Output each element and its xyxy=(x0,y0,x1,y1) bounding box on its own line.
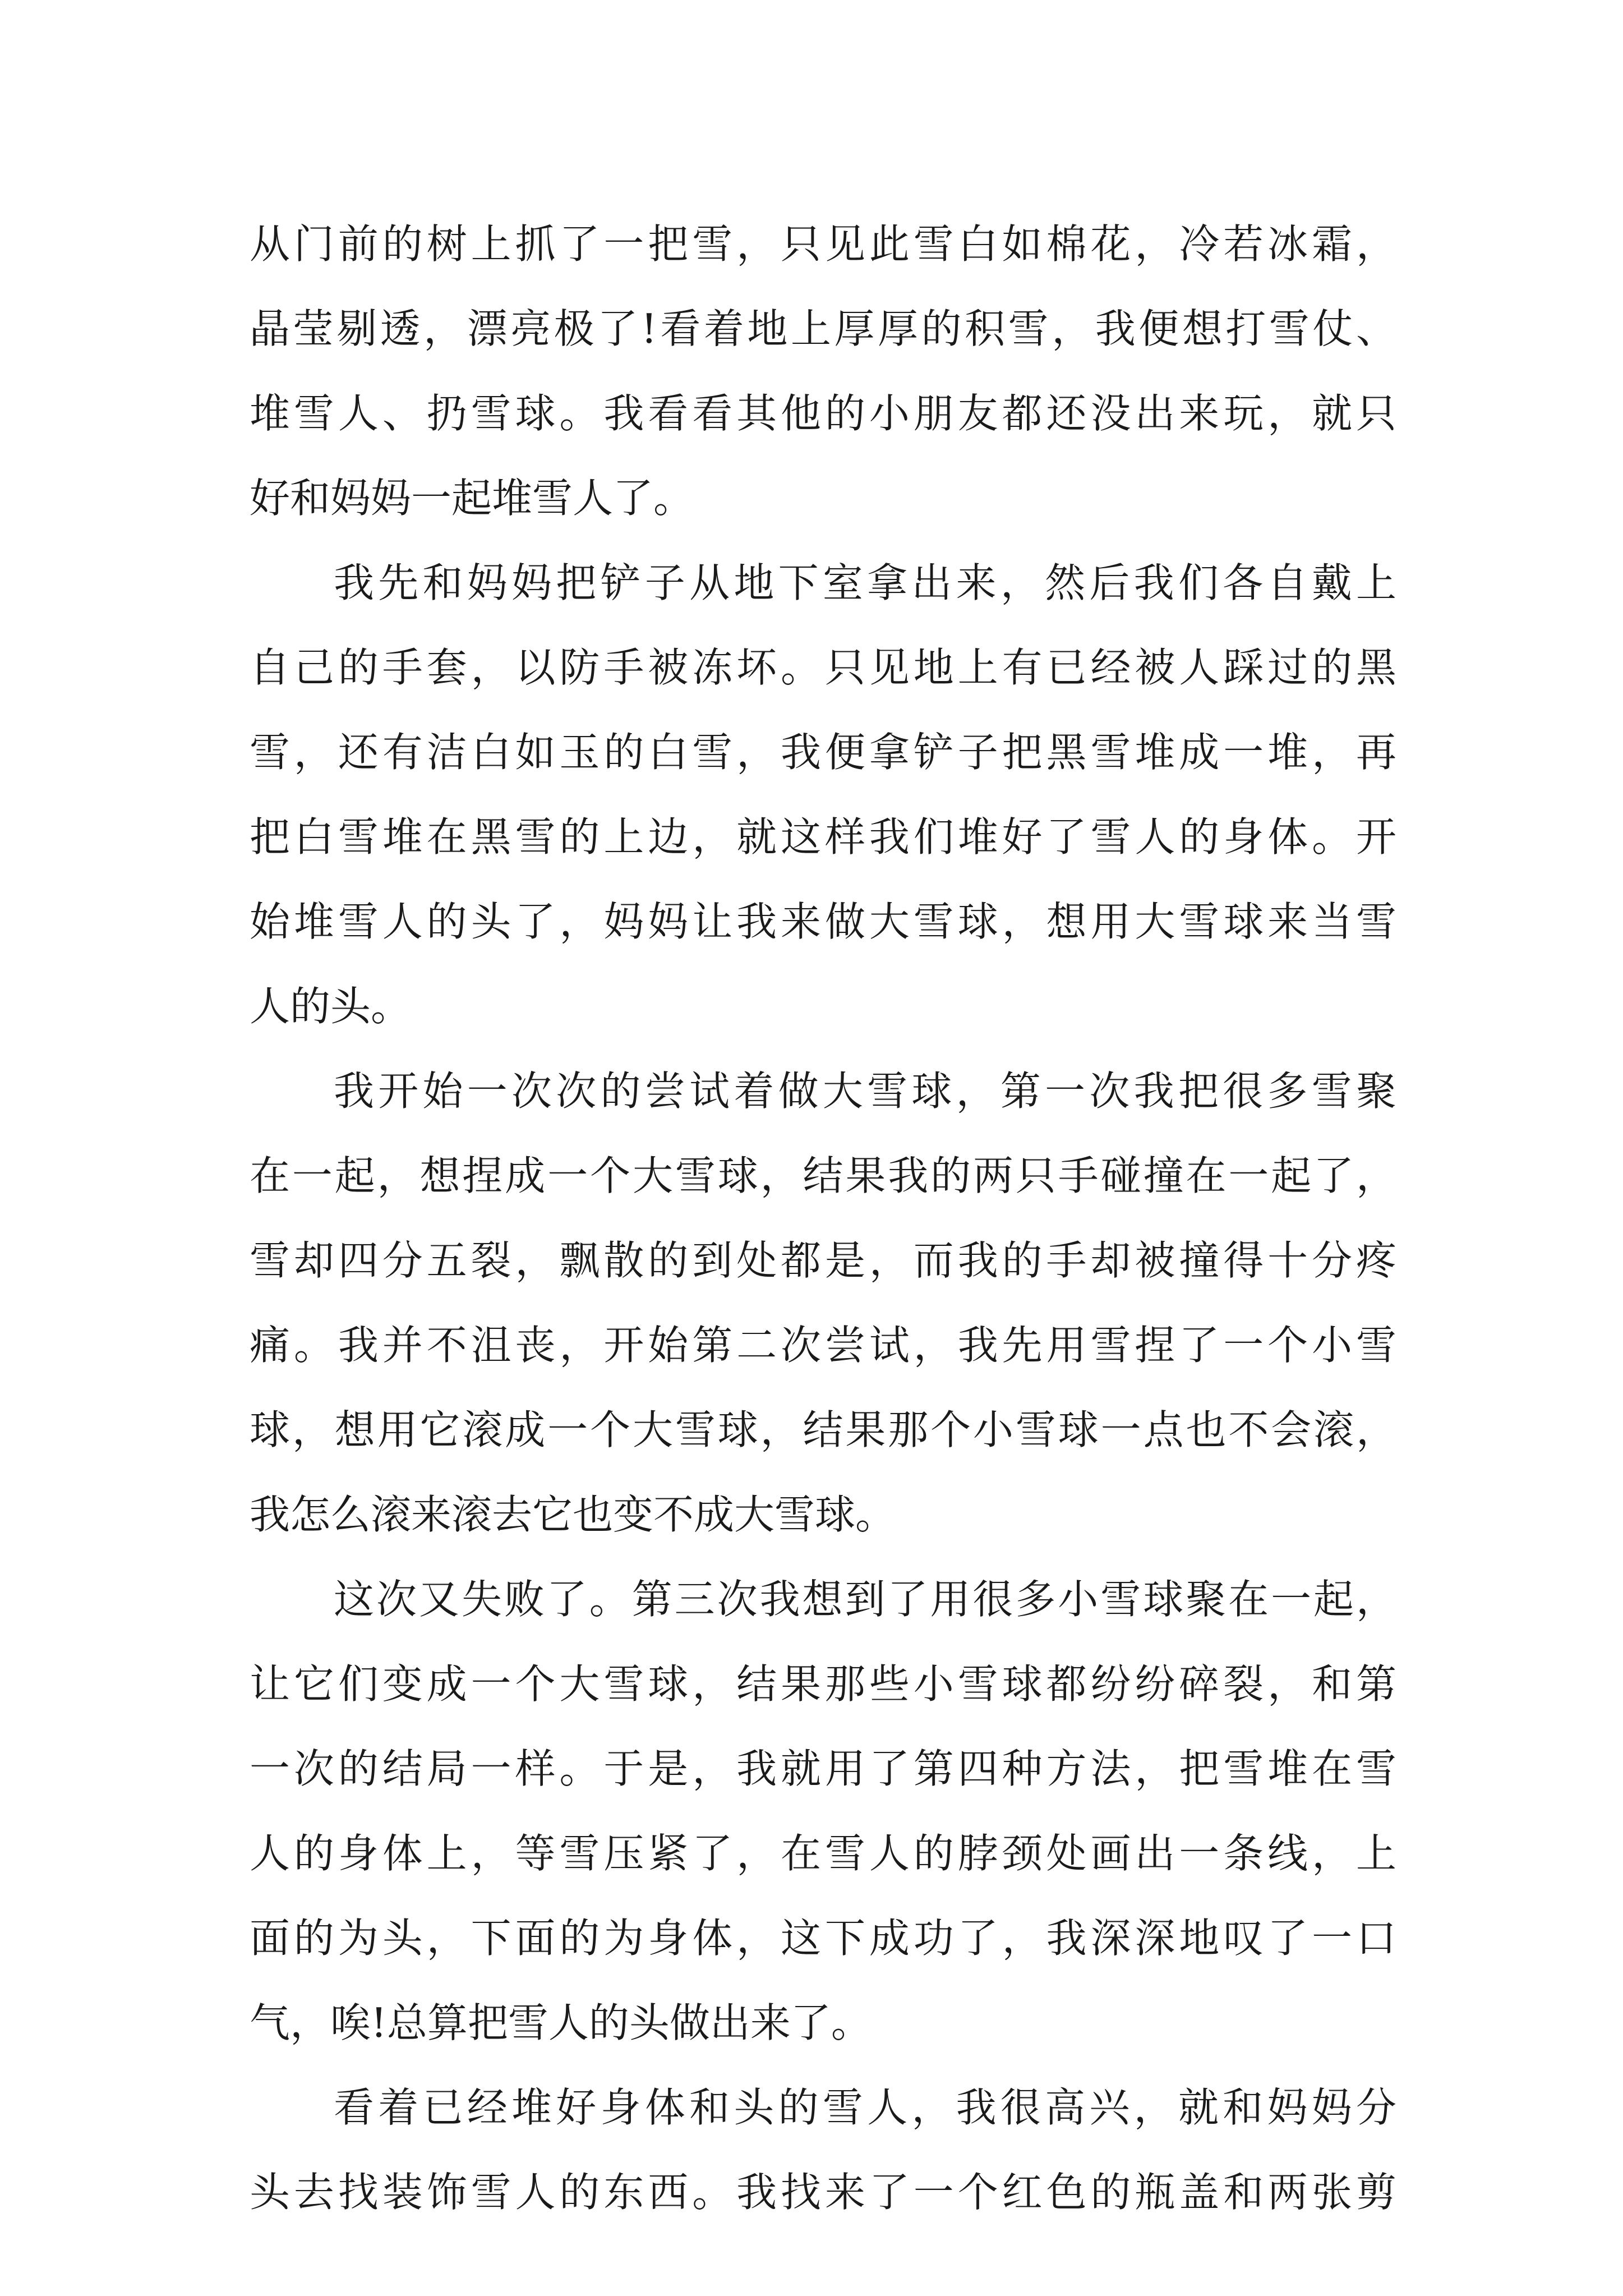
text-line: 面的为头，下面的为身体，这下成功了，我深深地叹了一口 xyxy=(250,1915,1396,1962)
text-line: 把白雪堆在黑雪的上边，就这样我们堆好了雪人的身体。开 xyxy=(250,813,1396,861)
text-line: 球，想用它滚成一个大雪球，结果那个小雪球一点也不会滚， xyxy=(250,1406,1396,1453)
text-line: 人的头。 xyxy=(250,983,412,1030)
text-line: 好和妈妈一起堆雪人了。 xyxy=(250,475,694,522)
text-line: 头去找装饰雪人的东西。我找来了一个红色的瓶盖和两张剪 xyxy=(250,2169,1396,2216)
paragraph-first-line: 看着已经堆好身体和头的雪人，我很高兴，就和妈妈分 xyxy=(334,2084,1396,2131)
text-line: 人的身体上，等雪压紧了，在雪人的脖颈处画出一条线，上 xyxy=(250,1830,1396,1877)
text-line: 让它们变成一个大雪球，结果那些小雪球都纷纷碎裂，和第 xyxy=(250,1660,1396,1708)
paragraph-first-line: 我开始一次次的尝试着做大雪球，第一次我把很多雪聚 xyxy=(334,1068,1396,1115)
text-line: 堆雪人、扔雪球。我看看其他的小朋友都还没出来玩，就只 xyxy=(250,390,1396,437)
text-line: 始堆雪人的头了，妈妈让我来做大雪球，想用大雪球来当雪 xyxy=(250,898,1396,945)
body-text xyxy=(250,202,1396,2235)
text-line: 雪，还有洁白如玉的白雪，我便拿铲子把黑雪堆成一堆，再 xyxy=(250,729,1396,776)
text-line: 痛。我并不沮丧，开始第二次尝试，我先用雪捏了一个小雪 xyxy=(250,1322,1396,1369)
paragraph-first-line: 这次又失败了。第三次我想到了用很多小雪球聚在一起， xyxy=(334,1576,1396,1623)
text-line: 在一起，想捏成一个大雪球，结果我的两只手碰撞在一起了， xyxy=(250,1152,1396,1199)
text-line: 自己的手套，以防手被冻坏。只见地上有已经被人踩过的黑 xyxy=(250,644,1396,691)
text-line: 气，唉!总算把雪人的头做出来了。 xyxy=(250,1999,872,2046)
paragraph-first-line: 我先和妈妈把铲子从地下室拿出来，然后我们各自戴上 xyxy=(334,559,1396,606)
text-line: 从门前的树上抓了一把雪，只见此雪白如棉花，冷若冰霜， xyxy=(250,220,1396,268)
text-line: 晶莹剔透，漂亮极了!看着地上厚厚的积雪，我便想打雪仗、 xyxy=(250,305,1396,352)
text-line: 一次的结局一样。于是，我就用了第四种方法，把雪堆在雪 xyxy=(250,1745,1396,1792)
text-line: 我怎么滚来滚去它也变不成大雪球。 xyxy=(250,1491,896,1538)
text-line: 雪却四分五裂，飘散的到处都是，而我的手却被撞得十分疼 xyxy=(250,1237,1396,1284)
